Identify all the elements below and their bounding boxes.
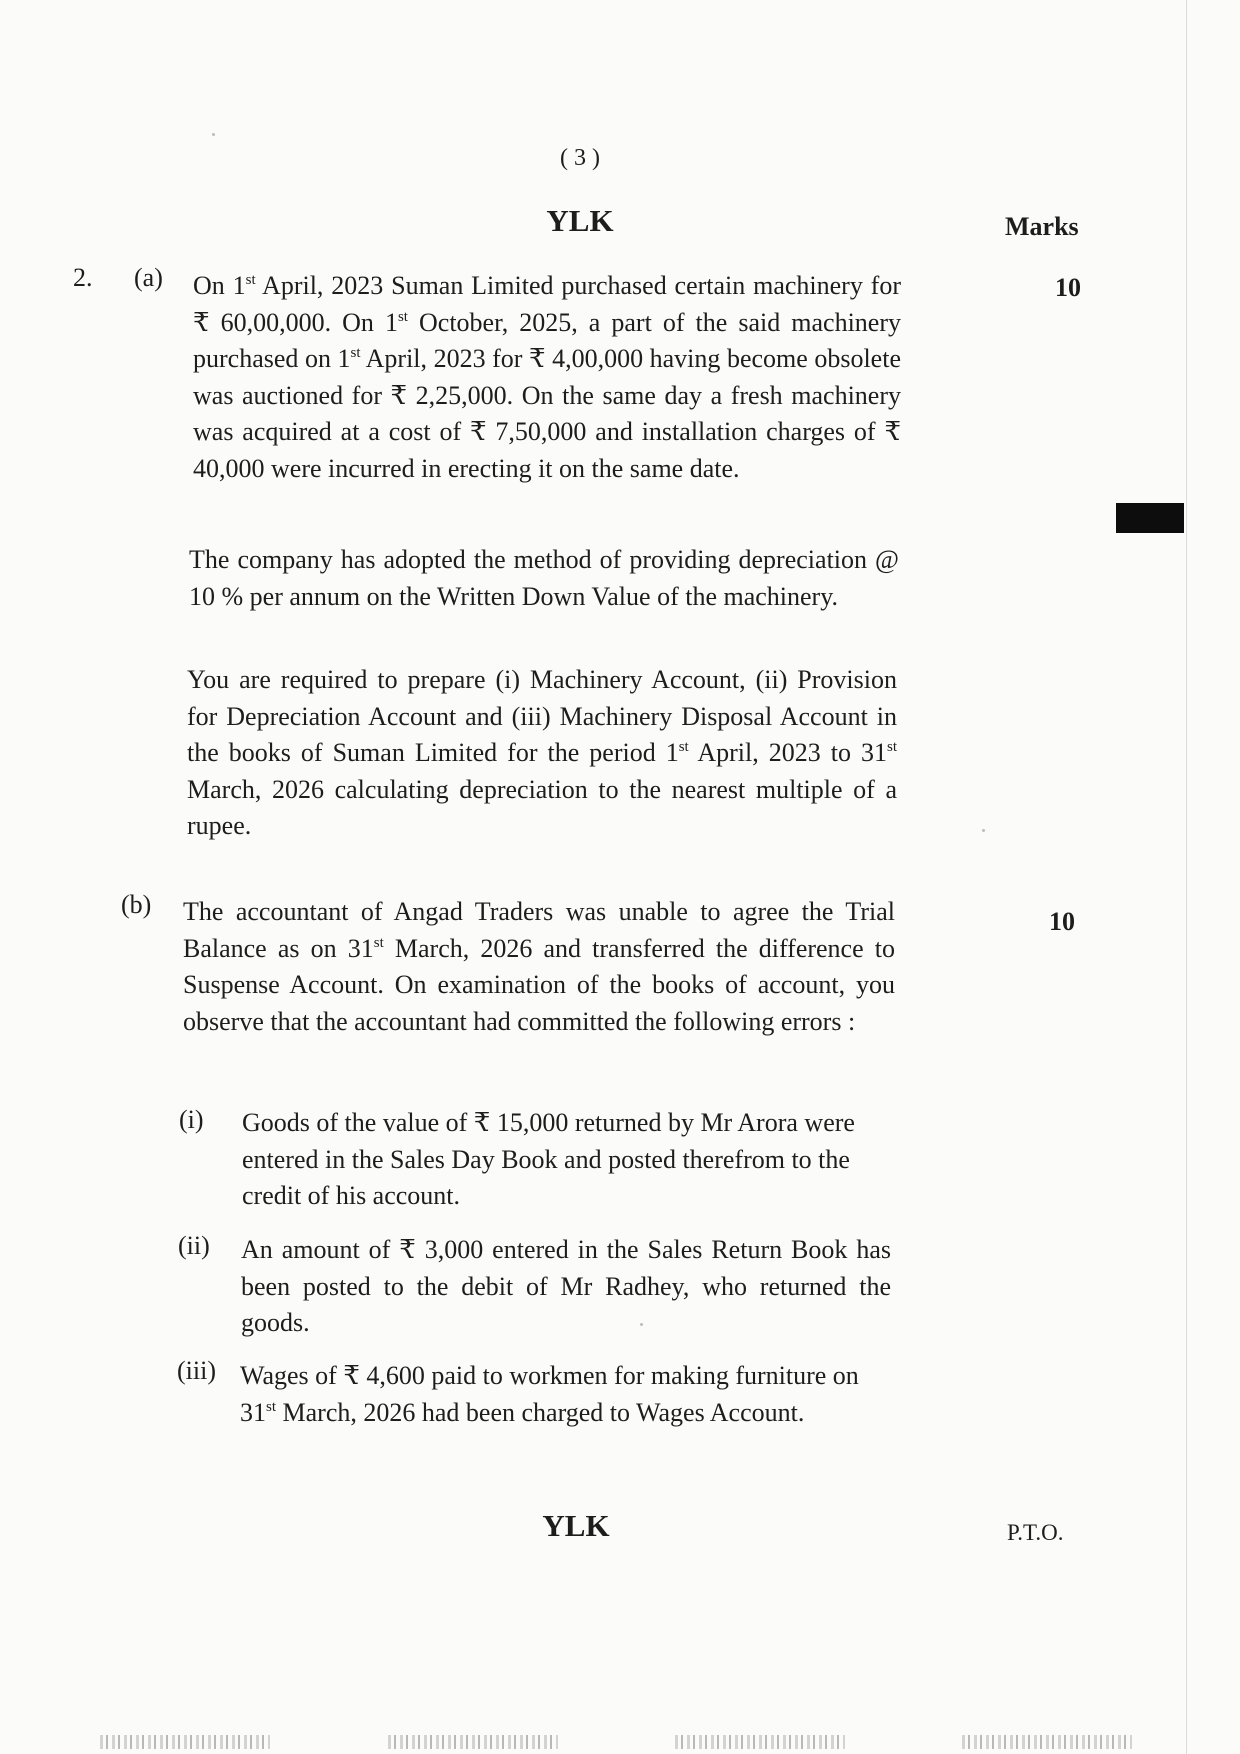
error-2-text: An amount of ₹ 3,000 entered in the Sales Return Book has been posted to the debit of Mr Radhey, who returned the goods.: [241, 1235, 891, 1337]
scan-noise: [388, 1735, 558, 1749]
speck: [212, 133, 215, 136]
question-number: 2.: [73, 263, 93, 292]
speck: [982, 829, 985, 832]
part-b-marks: 10: [1049, 907, 1075, 936]
part-a-marks: 10: [1055, 273, 1081, 302]
marks-column-heading: Marks: [1005, 212, 1079, 241]
part-a-paragraph-1: On 1st April, 2023 Suman Limited purchased certain machinery for ₹ 60,00,000. On 1st October, 2025, a part of the said machinery purchased on 1st April, 2023 for ₹ 4,00,000 having become obsolete was auctioned for ₹ 2,25,000. On the same day a fresh machinery was acquired at a cost of ₹ 7,50,000 and installation charges of ₹ 40,000 were incurred in erecting it on the same date.: [193, 271, 902, 483]
part-b-label: (b): [121, 890, 152, 919]
page-number: ( 3 ): [560, 145, 600, 171]
error-1-number: (i): [179, 1105, 204, 1134]
black-tab-mark: [1116, 503, 1184, 533]
paper-code-header: YLK: [546, 203, 614, 238]
part-a-label: (a): [134, 263, 163, 292]
error-1-text: Goods of the value of ₹ 15,000 returned by Mr Arora were entered in the Sales Day Book and posted therefrom to the credit of his account.: [242, 1108, 855, 1210]
please-turn-over: P.T.O.: [1007, 1520, 1064, 1545]
page-edge-line: [1186, 0, 1187, 1754]
scan-noise: [675, 1735, 845, 1749]
part-a-paragraph-3: You are required to prepare (i) Machinery Account, (ii) Provision for Depreciation Account and (iii) Machinery Disposal Account in the books of Suman Limited for the period 1st April, 2023 to 31st March, 2026 calculating depreciation to the nearest multiple of a rupee.: [187, 665, 897, 840]
error-3-text: Wages of ₹ 4,600 paid to workmen for making furniture on 31st March, 2026 had been charged to Wages Account.: [240, 1361, 859, 1427]
scan-noise: [962, 1735, 1132, 1749]
paper-code-footer: YLK: [542, 1508, 610, 1543]
part-b-intro: The accountant of Angad Traders was unable to agree the Trial Balance as on 31st March, 2026 and transferred the difference to Suspense Account. On examination of the books of account, you observe that the accountant had committed the following errors :: [183, 897, 895, 1036]
error-3-number: (iii): [177, 1356, 216, 1385]
error-2-number: (ii): [178, 1231, 210, 1260]
scan-noise: [100, 1735, 270, 1749]
part-a-paragraph-2: The company has adopted the method of providing depreciation @ 10 % per annum on the Written Down Value of the machinery.: [189, 545, 899, 611]
